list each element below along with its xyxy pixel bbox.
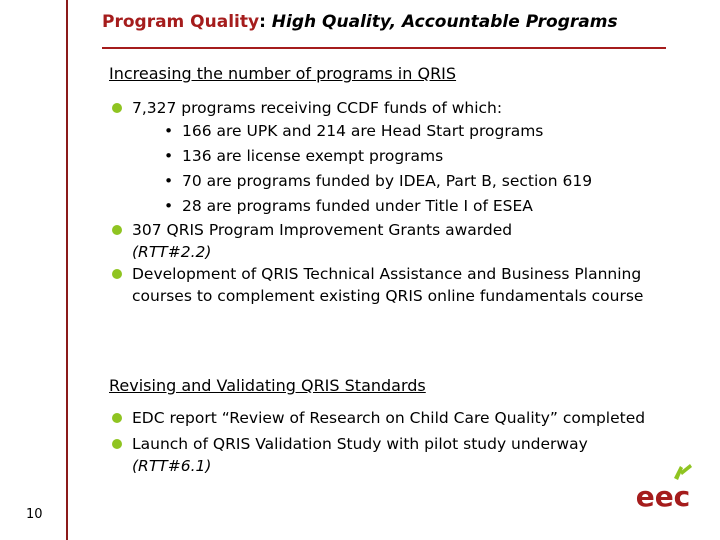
sub-bullet-text: 28 are programs funded under Title I of ESEA (182, 197, 533, 215)
list-item (110, 219, 670, 263)
list-item (110, 433, 670, 477)
list-item (110, 407, 670, 429)
sub-list-item (132, 119, 670, 144)
section1-bullet-list (110, 97, 670, 307)
title-part1: Program Quality (102, 12, 260, 32)
sub-bullet-text: 166 are UPK and 214 are Head Start programs (182, 122, 544, 140)
section1-heading: Increasing the number of programs in QRIS (109, 64, 457, 83)
left-vertical-rule (66, 0, 68, 540)
sub-list-item (132, 169, 670, 194)
section2-heading: Revising and Validating QRIS Standards (109, 376, 426, 395)
slide-number: 10 (26, 507, 43, 522)
sub-bullet-text: 136 are license exempt programs (182, 147, 444, 165)
section2-bullet-list (110, 407, 670, 477)
bullet-text: Launch of QRIS Validation Study with pilot study underway (132, 435, 588, 453)
title-separator: : (259, 12, 272, 32)
sub-bullet-icon: • (164, 172, 174, 190)
sub-bullet-icon: • (164, 147, 174, 165)
list-item (110, 97, 670, 219)
bullet-text: 7,327 programs receiving CCDF funds of which: (132, 99, 503, 117)
bullet-text: 307 QRIS Program Improvement Grants awarded (132, 221, 513, 239)
eec-logo-icon (630, 462, 696, 522)
sub-list-item (132, 144, 670, 169)
logo-text: eec (635, 480, 691, 513)
bullet-dot-icon (112, 103, 122, 113)
bullet-text: EDC report “Review of Research on Child Care Quality” completed (132, 409, 646, 427)
title-part2: High Quality, Accountable Programs (271, 12, 618, 32)
bullet-reference: (RTT#6.1) (132, 457, 212, 475)
bullet-dot-icon (112, 413, 122, 423)
bullet-dot-icon (112, 269, 122, 279)
bullet-reference: (RTT#2.2) (132, 243, 212, 261)
bullet-dot-icon (112, 225, 122, 235)
bullet-text: Development of QRIS Technical Assistance and Business Planning courses to complement existing QRIS online fundamentals course (132, 265, 644, 305)
title-underline-rule (102, 47, 666, 49)
bullet-dot-icon (112, 439, 122, 449)
sub-bullet-text: 70 are programs funded by IDEA, Part B, section 619 (182, 172, 593, 190)
slide-title (102, 12, 618, 32)
sub-list-item (132, 194, 670, 219)
sub-bullet-icon: • (164, 197, 174, 215)
list-item (110, 263, 670, 307)
sub-bullet-icon: • (164, 122, 174, 140)
sub-bullet-list (132, 119, 670, 219)
